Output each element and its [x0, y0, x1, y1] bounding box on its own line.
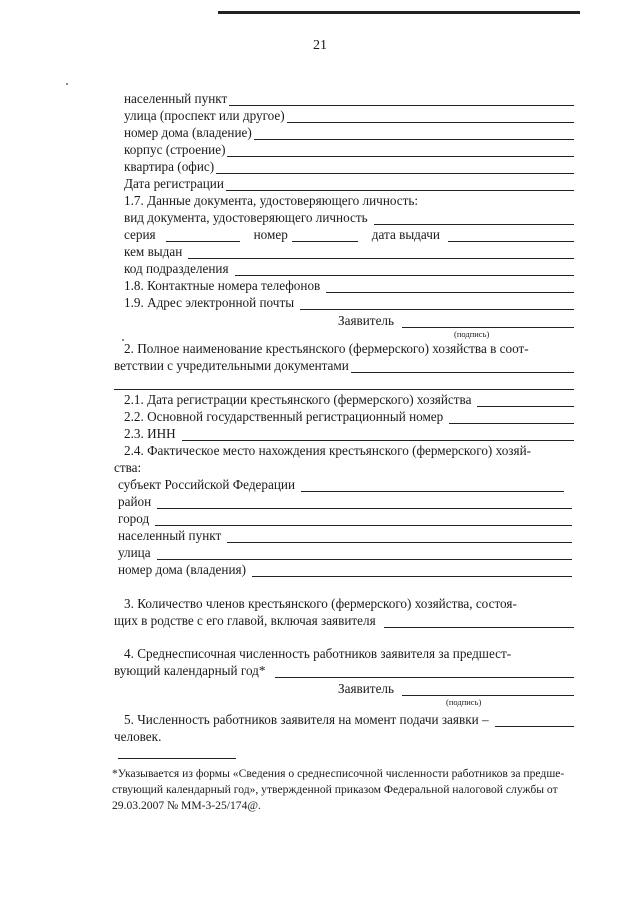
footnote-line3: 29.03.2007 № ММ-3-25/174@.	[112, 799, 261, 812]
farm-name-text: 2. Полное наименование крестьянского (фермерского) хозяйства в соот-	[124, 341, 529, 356]
email-field[interactable]	[300, 298, 574, 310]
members-line1	[124, 594, 584, 611]
street-row	[124, 106, 574, 123]
house-field[interactable]	[254, 128, 574, 140]
footnote-line1: *Указывается из формы «Сведения о среднесписочной численности работников за предше-	[112, 767, 565, 780]
email-label: 1.9. Адрес электронной почты	[124, 295, 295, 310]
farm-house-label: номер дома (владения)	[118, 562, 246, 577]
farm-settlement-row	[118, 526, 572, 543]
farm-name-extra-row	[114, 373, 574, 390]
signature-caption: (подпись)	[454, 329, 490, 339]
avg-staff-text-cont: вующий календарный год*	[114, 663, 266, 678]
street-field[interactable]	[287, 111, 574, 123]
subject-label: субъект Российской Федерации	[118, 477, 296, 492]
inn-label: 2.3. ИНН	[124, 426, 176, 441]
farm-name-line1	[124, 339, 584, 356]
number-label: номер	[253, 227, 288, 242]
series-field[interactable]	[166, 230, 240, 242]
doc-type-row	[124, 208, 574, 225]
avg-staff-text: 4. Среднесписочная численность работников заявителя за предшест-	[124, 646, 512, 661]
farm-location-text: 2.4. Фактическое место нахождения крестьянского (фермерского) хозяй-	[124, 443, 532, 458]
apartment-field[interactable]	[216, 162, 574, 174]
applicant-signature-field[interactable]	[402, 316, 574, 328]
farm-reg-date-row	[124, 390, 574, 407]
building-label: корпус (строение)	[124, 142, 226, 157]
farm-street-row	[118, 543, 572, 560]
district-field[interactable]	[157, 497, 572, 509]
issued-by-field[interactable]	[188, 247, 574, 259]
members-text: 3. Количество членов крестьянского (фермерского) хозяйства, состоя-	[124, 596, 517, 611]
farm-name-text-cont: ветствии с учредительными документами	[114, 358, 349, 373]
farm-street-field[interactable]	[157, 548, 572, 560]
apartment-row	[124, 157, 574, 174]
current-staff-field[interactable]	[495, 715, 574, 727]
subject-field[interactable]	[301, 480, 564, 492]
phones-label: 1.8. Контактные номера телефонов	[124, 278, 321, 293]
page-number: 21	[313, 38, 327, 53]
series-label: серия	[124, 227, 156, 242]
farm-house-field[interactable]	[252, 565, 572, 577]
applicant-signature-row	[338, 311, 574, 328]
farm-street-label: улица	[118, 545, 151, 560]
issued-by-label: кем выдан	[124, 244, 183, 259]
apartment-label: квартира (офис)	[124, 159, 215, 174]
ogrn-label: 2.2. Основной государственный регистрационный номер	[124, 409, 444, 424]
district-label: район	[118, 494, 152, 509]
id-doc-heading	[124, 191, 574, 208]
subject-row	[118, 475, 564, 492]
division-code-field[interactable]	[235, 264, 574, 276]
farm-settlement-field[interactable]	[227, 531, 572, 543]
ogrn-field[interactable]	[449, 412, 574, 424]
phones-row	[124, 276, 574, 293]
farm-location-text-cont: ства:	[114, 460, 142, 475]
scan-speck	[66, 83, 68, 85]
current-staff-line1	[124, 710, 574, 727]
settlement-field[interactable]	[229, 94, 574, 106]
farm-reg-date-field[interactable]	[477, 395, 574, 407]
building-field[interactable]	[227, 145, 574, 157]
farm-name-line2	[114, 356, 574, 373]
settlement-row	[124, 89, 574, 106]
current-staff-line2	[114, 727, 314, 744]
current-staff-text: 5. Численность работников заявителя на момент подачи заявки –	[124, 712, 489, 727]
applicant-signature-field-2[interactable]	[402, 684, 574, 696]
avg-staff-line1	[124, 644, 584, 661]
issue-date-label: дата выдачи	[371, 227, 440, 242]
division-code-label: код подразделения	[124, 261, 229, 276]
reg-date-label: Дата регистрации	[124, 176, 224, 191]
doc-type-label: вид документа, удостоверяющего личность	[124, 210, 368, 225]
ogrn-row	[124, 407, 574, 424]
passport-row	[124, 225, 574, 242]
footnote-line2: ствующий календарный год», утвержденной приказом Федеральной налоговой службы от	[112, 783, 558, 796]
street-label: улица (проспект или другое)	[124, 108, 285, 123]
farm-location-line1	[124, 441, 584, 458]
house-label: номер дома (владение)	[124, 125, 252, 140]
members-text-cont: щих в родстве с его главой, включая заявителя	[114, 613, 376, 628]
phones-field[interactable]	[326, 281, 574, 293]
farm-house-row	[118, 560, 572, 577]
avg-staff-line2	[114, 661, 574, 678]
footnote-rule	[118, 758, 236, 759]
applicant-signature-row-2	[338, 679, 574, 696]
members-field[interactable]	[384, 616, 574, 628]
header-rule	[218, 11, 580, 14]
doc-type-field[interactable]	[374, 213, 574, 225]
city-field[interactable]	[155, 514, 572, 526]
issued-by-row	[124, 242, 574, 259]
applicant-label: Заявитель	[338, 313, 395, 328]
building-row	[124, 140, 574, 157]
email-row	[124, 293, 574, 310]
city-label: город	[118, 511, 150, 526]
house-row	[124, 123, 574, 140]
issue-date-field[interactable]	[448, 230, 574, 242]
members-line2	[114, 611, 574, 628]
district-row	[118, 492, 572, 509]
farm-location-line2	[114, 458, 314, 475]
number-field[interactable]	[292, 230, 358, 242]
farm-reg-date-label: 2.1. Дата регистрации крестьянского (фермерского) хозяйства	[124, 392, 472, 407]
settlement-label: населенный пункт	[124, 91, 228, 106]
reg-date-field[interactable]	[226, 179, 574, 191]
applicant-label-2: Заявитель	[338, 681, 395, 696]
division-code-row	[124, 259, 574, 276]
id-doc-heading-text: 1.7. Данные документа, удостоверяющего личность:	[124, 193, 419, 208]
inn-field[interactable]	[182, 429, 574, 441]
signature-caption-2: (подпись)	[446, 697, 482, 707]
inn-row	[124, 424, 574, 441]
city-row	[118, 509, 572, 526]
farm-name-field-extra[interactable]	[114, 378, 574, 390]
farm-name-field[interactable]	[351, 361, 574, 373]
current-staff-text-cont: человек.	[114, 729, 162, 744]
farm-settlement-label: населенный пункт	[118, 528, 222, 543]
avg-staff-field[interactable]	[275, 666, 574, 678]
reg-date-row	[124, 174, 574, 191]
